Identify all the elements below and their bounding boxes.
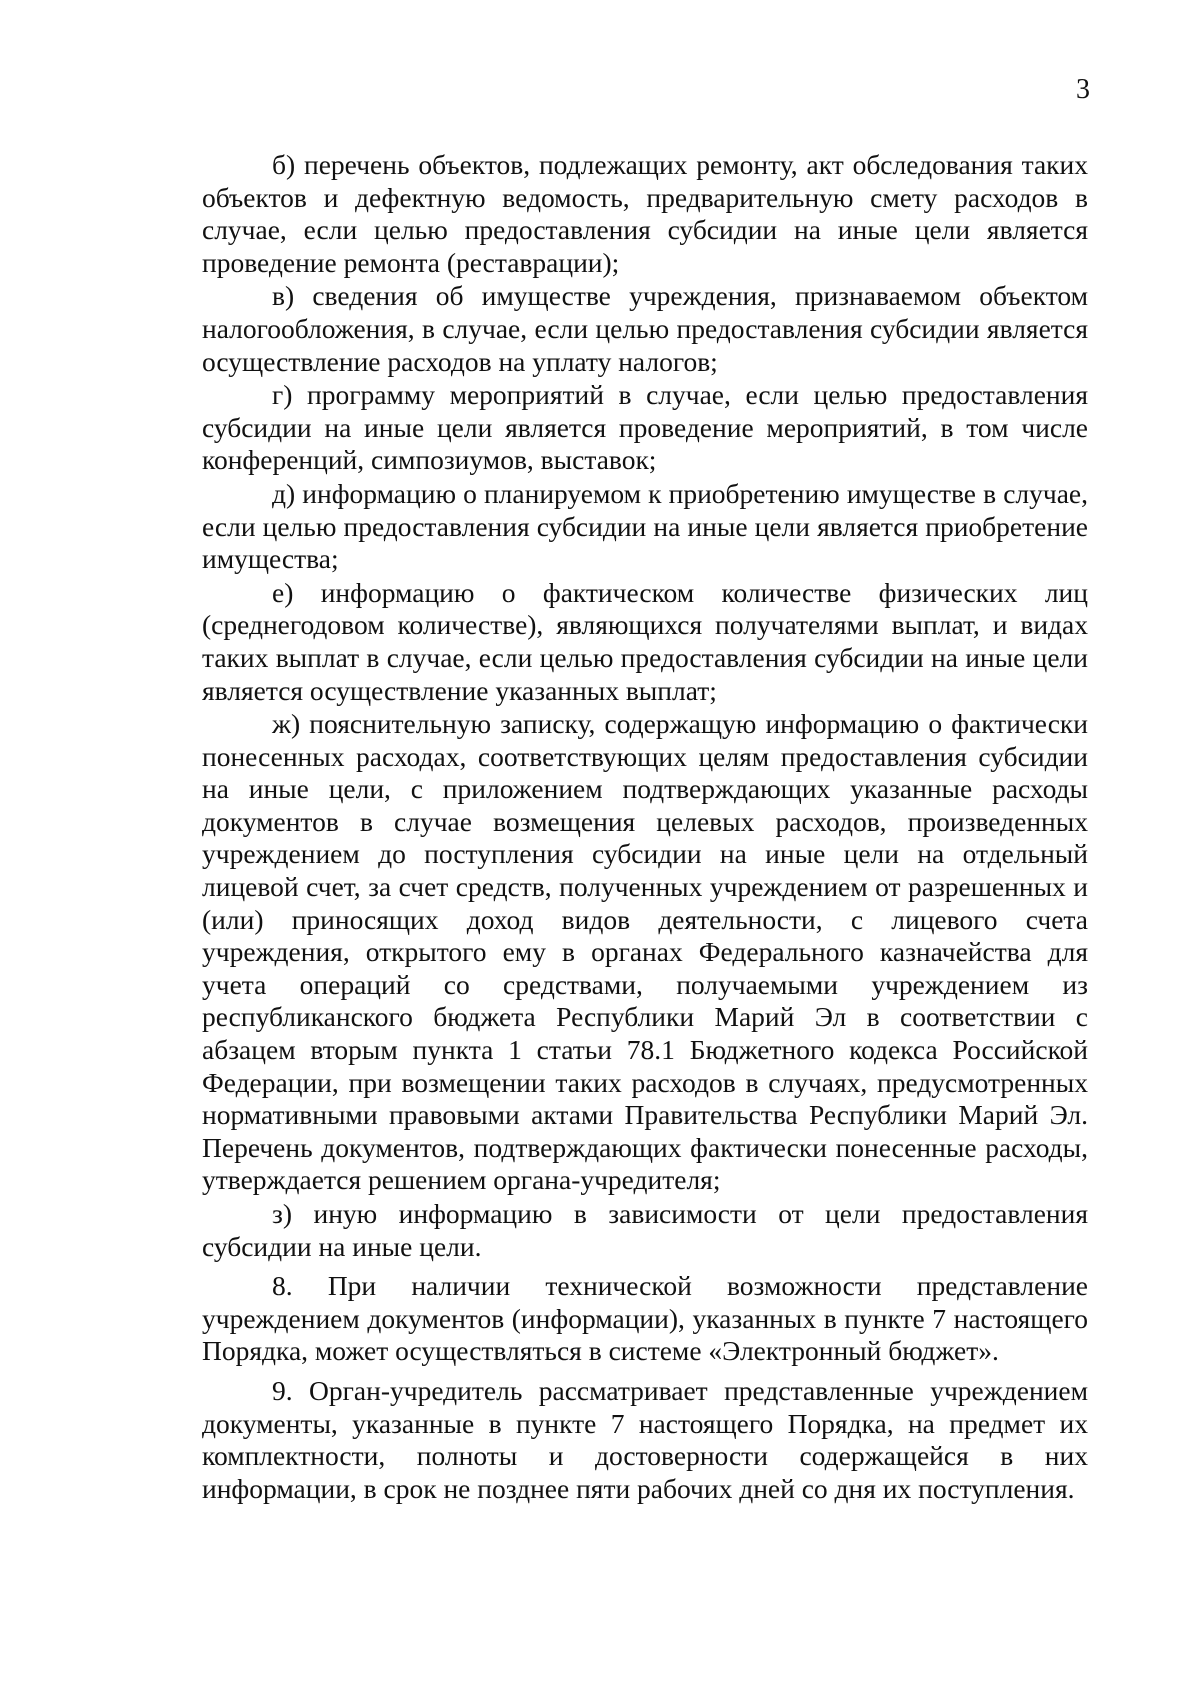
paragraph-b: б) перечень объектов, подлежащих ремонту, акт обследования таких объектов и дефектную ведомость, предварительную смету расходов в случае, если целью предоставления субсидии на иные цели является проведение ремонта (реставрации); bbox=[202, 149, 1088, 278]
paragraph-g: г) программу мероприятий в случае, если целью предоставления субсидии на иные цели является проведение мероприятий, в том числе конференций, симпозиумов, выставок; bbox=[202, 379, 1088, 476]
page-number: 3 bbox=[1076, 74, 1090, 105]
paragraph-8: 8. При наличии технической возможности представление учреждением документов (информации), указанных в пункте 7 настоящего Порядка, может осуществляться в системе «Электронный бюджет». bbox=[202, 1270, 1088, 1367]
paragraph-e: е) информацию о фактическом количестве физических лиц (среднегодовом количестве), являющихся получателями выплат, и видах таких выплат в случае, если целью предоставления субсидии на иные цели является осуществление указанных выплат; bbox=[202, 576, 1088, 706]
paragraph-z: з) иную информацию в зависимости от цели предоставления субсидии на иные цели. bbox=[202, 1198, 1088, 1262]
paragraph-v: в) сведения об имуществе учреждения, признаваемом объектом налогообложения, в случае, если целью предоставления субсидии является осуществление расходов на уплату налогов; bbox=[202, 280, 1088, 377]
paragraph-d: д) информацию о планируемом к приобретению имуществе в случае, если целью предоставления субсидии на иные цели является приобретение имущества; bbox=[202, 477, 1088, 575]
paragraph-zh: ж) пояснительную записку, содержащую информацию о фактически понесенных расходах, соответствующих целям предоставления субсидии на иные цели, с приложением подтверждающих указанные расходы документов в случае возмещения целевых расходов, произведенных учреждением до поступления субсидии на иные цели на отдельный лицевой счет, за счет средств, полученных учреждением от разрешенных и (или) приносящих доход видов деятельности, с лицевого счета учреждения, открытого ему в органах Федерального казначейства для учета операций со средствами, получаемыми учреждением из республиканского бюджета Республики Марий Эл в соответствии с абзацем вторым пункта 1 статьи 78.1 Бюджетного кодекса Российской Федерации, при возмещении таких расходов в случаях, предусмотренных нормативными правовыми актами Правительства Республики Марий Эл. Перечень документов, подтверждающих фактически понесенные расходы, утверждается решением органа-учредителя; bbox=[202, 708, 1088, 1196]
document-body bbox=[202, 149, 1088, 1506]
paragraph-9: 9. Орган-учредитель рассматривает представленные учреждением документы, указанные в пункте 7 настоящего Порядка, на предмет их комплектности, полноты и достоверности содержащейся в них информации, в срок не позднее пяти рабочих дней со дня их поступления. bbox=[202, 1374, 1088, 1504]
